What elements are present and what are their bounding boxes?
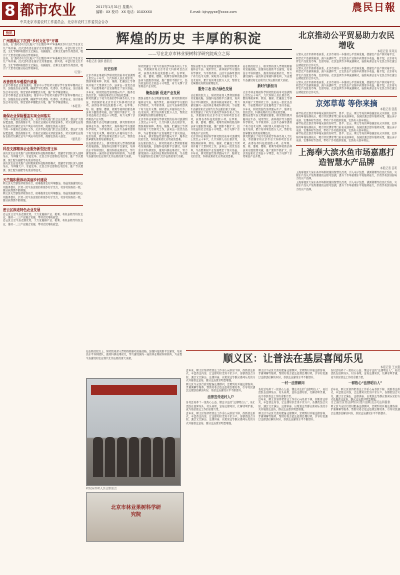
article-body: 日前，以“推动乡村文化振兴”为主题的2017年番禺区乡村文化节在区文化广场开幕。此次活动旨在展示农村新面貌、新风尚，丰富村民文化生活，文化节期间将组织文艺演出、书画展览、农耕文化展等系列活动，吸引了大量市民群众前往参观体验。 — [3, 43, 83, 57]
lower-text: 近年来，顺义区坚持把普法工作重心向基层下移，创新普法形式，丰富普法内容，让法律知识走进千家万户。各镇街结合实际，通过文艺演出、法律讲座、以案说法等群众喜闻乐见的方式开展普法宣传，群众法治意识明显增强。 — [186, 411, 256, 425]
person-figure — [117, 437, 127, 477]
article-title: 确保农业保险覆盖实现全面落实 — [3, 113, 51, 118]
section-title: 都市农业 — [20, 3, 76, 19]
contact-email: E-mail: bjnygyxx@xxxx.com — [190, 10, 237, 14]
feature-text: 北京市林业果树科学研究院的前身可追溯到上世纪五十年代，几代科研人员扎根京郊，围绕果树育种、栽培、植保、贮藏加工等领域开展了大量研究工作，选育出一批优良品种，为首都果树产业发展奠定了坚实基础。多年来，研究院始终坚持面向生产、服务农民的宗旨，科研成果转化应用成效显著。 — [242, 90, 292, 115]
person-figure — [93, 437, 103, 477]
photo-banner — [91, 385, 177, 395]
right-top-body-cont: 记者从北京市商务委获悉，北京市将进一步推动公平贸易发展，搭建农产品产销对接平台，拓宽农产品销售渠道，减少流通环节，让农民在产业链中获得更多收益。据介绍，北京将支持农产品批发市场、农超对接、社区直供等多种流通模式，鼓励电商企业与农民合作社建立长期稳定的合作关系。 — [296, 67, 397, 81]
article-title: 天竺镇积极推动美丽乡村建设 — [3, 177, 48, 182]
group-photo — [86, 378, 181, 486]
lower-text: 顺义区为全区行政村配备法律顾问，定期到村开展法律咨询、矛盾调解等服务，帮助村委会依法依规处理村务，引导村民通过法律途径解决纠纷，基层法治建设水平不断提升。 — [186, 382, 256, 393]
right-bottom-body: 上海奉贤区大滨水鱼市场积极推进智慧化改造，引入电子结算、溯源管理等信息化系统，实现水产品从产地到餐桌的全程可追溯，提升了市场管理水平和服务能力，打造具有区域影响力的水产品牌。 — [296, 170, 397, 181]
lower-text: 各村还培养了一批热心公益、懂法守法的“法律明白人”，他们活跃在田间地头、村头巷尾，宣传法律知识，化解邻里矛盾，成为基层普法工作的重要力量。 — [258, 387, 328, 398]
feature-text: 北京市林业果树科学研究院的前身可追溯到上世纪五十年代，几代科研人员扎根京郊，围绕果树育种、栽培、植保、贮藏加工等领域开展了大量研究工作，选育出一批优良品种，为首都果树产业发展奠定了坚实基础。多年来，研究院始终坚持面向生产、服务农民的宗旨，科研成果转化应用成效显著。 — [138, 117, 188, 142]
divider — [296, 96, 397, 97]
article-title: 科技支撑精准农业服务新型经营主体 — [3, 147, 58, 152]
article-title: 广州番禺区下沉到“乡村文化节”开幕 — [3, 39, 59, 43]
feature-subhead: 服务三农 助力绿色发展 — [198, 87, 233, 92]
feature-column — [243, 65, 292, 343]
feature-text: 围绕首都生态文明建设需要，研究院积极开展林业生态、城市绿化、森林保护等方面的科学研究，为平原造林、山区生态修复提供了有力技术支撑。同时深入开展科技下乡、技术培训，累计培训果农数万人次，帮助农民掌握先进栽培管理技术。 — [190, 65, 240, 86]
page-number: 8 — [2, 2, 18, 20]
lower-text: 顺义区为全区行政村配备法律顾问，定期到村开展法律咨询、矛盾调解等服务，帮助村委会依法依规处理村务，引导村民通过法律途径解决纠纷，基层法治建设水平不断提升。 — [258, 369, 328, 379]
divider — [296, 145, 397, 146]
right-bottom-byline: 本报记者 吕莉 — [380, 166, 397, 171]
article-byline: （本报讯） — [69, 103, 83, 108]
lower-byline: 本报记者 王永强 — [380, 364, 400, 369]
feature-subhead: 新时代新担当 — [257, 84, 278, 89]
feature-text: 站在新的起点上，研究院将深入贯彻创新驱动发展战略，加强科技创新平台建设，培育高水平科研团队，推进科研成果转化，努力建设国内一流的林业果树科研机构，为首都生态建设和农业现代化作出新的更大贡献。 — [86, 141, 136, 159]
institute-sign: 北京市林业果树科学研究院 — [111, 505, 162, 518]
feature-continuation — [86, 350, 182, 376]
article-body-cont: 顺义区天竺镇坚持规划先行，统筹推进农村环境整治、基础设施建设和公共服务提升，打造一批生态宜居的美丽乡村示范点，村容村貌焕然一新，群众获得感不断增强。 — [3, 192, 83, 203]
right-top-body-cont: 记者从北京市商务委获悉，北京市将进一步推动公平贸易发展，搭建农产品产销对接平台，拓宽农产品销售渠道，减少流通环节，让农民在产业链中获得更多收益。据介绍，北京将支持农产品批发市场、农超对接、社区直供等多种流通模式，鼓励电商企业与农民合作社建立长期稳定的合作关系。 — [296, 80, 397, 94]
feature-text: 围绕首都生态文明建设需要，研究院积极开展林业生态、城市绿化、森林保护等方面的科学研究，为平原造林、山区生态修复提供了有力技术支撑。同时深入开展科技下乡、技术培训，累计培训果农数万人次，帮助农民掌握先进栽培管理技术。 — [86, 121, 136, 142]
feature-text: 研究院建立了较为完善的学科体系和人才队伍，承担国家和北京市重大科研项目百余项，获得各类科技奖励数十项。在苹果、梨、桃、葡萄、樱桃、板栗等树种的新品种选育方面取得突破，推广面积不断扩大，经济效益和社会效益十分明显，有力支撑了京郊果品产业升级。 — [138, 65, 188, 89]
right-mid-body: 春节前后正是京郊草莓采摘的好时节。昌平、密云、顺义等地的草莓园迎来众多游客，红彤彤的草莓挂满枝头，吸引市民携家带口前来采摘体验。各园区通过提升服务质量，推出亲子采摘、农事体验等活动，带动了乡村旅游发展，农民收入稳步增长。 — [296, 111, 397, 122]
feature-title: 辉煌的历史 丰厚的积淀 — [116, 32, 262, 47]
lower-column — [186, 369, 255, 569]
article-byline: （通讯员） — [69, 137, 83, 142]
lower-text: 各村还培养了一批热心公益、懂法守法的“法律明白人”，他们活跃在田间地头、村头巷尾，宣传法律知识，化解邻里矛盾，成为基层普法工作的重要力量。 — [330, 369, 400, 379]
feature-rule — [86, 58, 292, 59]
person-figure — [129, 437, 139, 477]
feature-text: 站在新的起点上，研究院将深入贯彻创新驱动发展战略，加强科技创新平台建设，培育高水平科研团队，推进科研成果转化，努力建设国内一流的林业果树科研机构，为首都生态建设和农业现代化作出新的更大贡献。 — [242, 65, 292, 82]
feature-column — [138, 65, 187, 343]
feature-text: 研究院建立了较为完善的学科体系和人才队伍，承担国家和北京市重大科研项目百余项，获得各类科技奖励数十项。在苹果、梨、桃、葡萄、樱桃、板栗等树种的新品种选育方面取得突破，推广面积不断扩大，经济效益和社会效益十分明显，有力支撑了京郊果品产业升级。 — [190, 111, 240, 135]
feature-text: 北京市林业果树科学研究院的前身可追溯到上世纪五十年代，几代科研人员扎根京郊，围绕果树育种、栽培、植保、贮藏加工等领域开展了大量研究工作，选育出一批优良品种，为首都果树产业发展奠定了坚实基础。多年来，研究院始终坚持面向生产、服务农民的宗旨，科研成果转化应用成效显著。 — [190, 134, 240, 159]
header-rule — [0, 26, 400, 27]
right-column — [296, 30, 397, 346]
feature-column — [191, 65, 240, 343]
left-kicker: 快讯 — [3, 30, 15, 36]
feature-rule — [86, 49, 292, 50]
divider — [3, 205, 83, 206]
lower-article — [186, 348, 400, 574]
right-mid-body-cont: 春节前后正是京郊草莓采摘的好时节。昌平、密云、顺义等地的草莓园迎来众多游客，红彤彤的草莓挂满枝头，吸引市民携家带口前来采摘体验。各园区通过提升服务质量，推出亲子采摘、农事体验等活动，带动了乡村旅游发展，农民收入稳步增长。 — [296, 132, 397, 143]
lower-text: 近年来，顺义区坚持把普法工作重心向基层下移，创新普法形式，丰富普法内容，让法律知识走进千家万户。各镇街结合实际，通过文艺演出、法律讲座、以案说法等群众喜闻乐见的方式开展普法宣传，群众法治意识明显增强。 — [330, 387, 400, 402]
lower-text: 各村还培养了一批热心公益、懂法守法的“法律明白人”，他们活跃在田间地头、村头巷尾，宣传法律知识，化解邻里矛盾，成为基层普法工作的重要力量。 — [186, 401, 256, 412]
lower-subhead: 法律宣传进村入户 — [207, 394, 234, 399]
feature-text: 北京市林业果树科学研究院的前身可追溯到上世纪五十年代，几代科研人员扎根京郊，围绕果树育种、栽培、植保、贮藏加工等领域开展了大量研究工作，选育出一批优良品种，为首都果树产业发展奠定了坚实基础。多年来，研究院始终坚持面向生产、服务农民的宗旨，科研成果转化应用成效显著。 — [86, 73, 136, 98]
feature-subhead: 聚焦创新 促进产业发展 — [145, 90, 180, 95]
lower-subhead: 一村一法律顾问 — [281, 381, 305, 386]
feature-text: 研究院建立了较为完善的学科体系和人才队伍，承担国家和北京市重大科研项目百余项，获得各类科技奖励数十项。在苹果、梨、桃、葡萄、樱桃、板栗等树种的新品种选育方面取得突破，推广面积不断扩大，经济效益和社会效益十分明显，有力支撑了京郊果品产业升级。 — [242, 134, 292, 159]
feature-text: 站在新的起点上，研究院将深入贯彻创新驱动发展战略，加强科技创新平台建设，培育高水平科研团队，推进科研成果转化，努力建设国内一流的林业果树科研机构，为首都生态建设和农业现代化作出新的更大贡献。 — [138, 141, 188, 159]
divider — [3, 174, 83, 175]
right-top-byline: 本报记者 李凤双 — [377, 49, 397, 53]
right-top-title: 北京推动公平贸易助力农民增收 — [298, 30, 395, 50]
right-mid-byline: 本报记者 张燕 — [380, 107, 397, 112]
person-figure — [165, 437, 175, 477]
feature-subhead: 历史沿革 — [104, 67, 118, 71]
article-body-cont: 为进一步推进农业保险工作，北京市相关部门联合出台意见，提出扩大保险覆盖面，提高保障水平，完善农业保险支持政策体系，切实发挥农业保险在防范化解农业生产风险中的作用，保障农民收入稳定。 — [3, 128, 83, 138]
photo-caption: 研究院科研人员合影留念 — [86, 487, 117, 490]
lower-photo-caption: 文艺演出宣传法律知识 图片由顺义区司法局提供 — [330, 400, 391, 405]
feature-text: 围绕首都生态文明建设需要，研究院积极开展林业生态、城市绿化、森林保护等方面的科学研究，为平原造林、山区生态修复提供了有力技术支撑。同时深入开展科技下乡、技术培训，累计培训果农数万人次，帮助农民掌握先进栽培管理技术。 — [242, 114, 292, 135]
article-body: 北京市教委近日发布通知，要求中小学校切实做好学生营养早餐供应工作，加强食品安全管理，确保学生吃得饱、吃得好、吃得安全。各区县将结合本地实际，制定营养早餐配送方案，推广科学膳食理念。 — [3, 84, 83, 94]
organizer-line: 中共北京市委农村工作委员会、北京市农村工作委员会合办 — [20, 20, 109, 24]
lower-columns — [186, 369, 400, 569]
article-body: 顺义区天竺镇坚持规划先行，统筹推进农村环境整治、基础设施建设和公共服务提升，打造一批生态宜居的美丽乡村示范点，村容村貌焕然一新，群众获得感不断增强。 — [3, 182, 83, 192]
masthead-logo: 農民日報 — [352, 3, 396, 14]
feature-subtitle: ——写在北京市林业果树科学研究院成立之际 — [148, 50, 230, 56]
article-body: 为进一步推进农业保险工作，北京市相关部门联合出台意见，提出扩大保险覆盖面，提高保障水平，完善农业保险支持政策体系，切实发挥农业保险在防范化解农业生产风险中的作用，保障农民收入稳定。 — [3, 117, 83, 128]
feature-column — [86, 65, 135, 343]
right-bottom-title: 上海奉大滨水鱼市场嘉惠打造智慧水产品牌 — [298, 147, 395, 168]
article-body: 延庆区农业技术推广站积极探索科技服务新模式，组建专家团队深入田间地头，为种植大户、家庭农场、农民合作社提供技术指导，推广节水灌溉、测土配方施肥等先进适用技术。 — [3, 151, 83, 162]
right-bottom-body-cont: 上海奉贤区大滨水鱼市场积极推进智慧化改造，引入电子结算、溯源管理等信息化系统，实现水产品从产地到餐桌的全程可追溯，提升了市场管理水平和服务能力，打造具有区域影响力的水产品牌。 — [296, 180, 397, 191]
lower-text: 顺义区为全区行政村配备法律顾问，定期到村开展法律咨询、矛盾调解等服务，帮助村委会依法依规处理村务，引导村民通过法律途径解决纠纷，基层法治建设水平不断提升。 — [330, 405, 400, 415]
editor-line: 编辑：XX 校对：XX 电话：010XXXX — [96, 10, 153, 14]
lower-column — [331, 369, 400, 569]
article-title: 密云区推进特色农业发展 — [3, 208, 41, 213]
article-body-cont: 日前，以“推动乡村文化振兴”为主题的2017年番禺区乡村文化节在区文化广场开幕。此次活动旨在展示农村新面貌、新风尚，丰富村民文化生活，文化节期间将组织文艺演出、书画展览、农耕文化展等系列活动，吸引了大量市民群众前往参观体验。 — [3, 57, 83, 71]
right-mid-title: 京郊草莓 等你来摘 — [315, 98, 378, 108]
article-title: 改善营养早餐提升质量 — [3, 79, 37, 84]
divider — [3, 76, 83, 77]
lower-subhead: 一群热心“法律明白人” — [348, 381, 383, 386]
article-body: 密云区立足生态资源优势，大力发展蜂产业、板栗、有机杂粮等特色农业，推动一二三产业融合发展，带动农民增收致富。 — [3, 212, 83, 220]
right-top-body: 记者从北京市商务委获悉，北京市将进一步推动公平贸易发展，搭建农产品产销对接平台，拓宽农产品销售渠道，减少流通环节，让农民在产业链中获得更多收益。据介绍，北京将支持农产品批发市场、农超对接、社区直供等多种流通模式，鼓励电商企业与农民合作社建立长期稳定的合作关系。 — [296, 53, 397, 67]
lower-title: 顺义区：让普法在基层喜闻乐见 — [223, 353, 363, 365]
lower-text: 顺义区为全区行政村配备法律顾问，定期到村开展法律咨询、矛盾调解等服务，帮助村委会依法依规处理村务，引导村民通过法律途径解决纠纷，基层法治建设水平不断提升。 — [258, 411, 328, 422]
lower-text: 近年来，顺义区坚持把普法工作重心向基层下移，创新普法形式，丰富普法内容，让法律知识走进千家万户。各镇街结合实际，通过文艺演出、法律讲座、以案说法等群众喜闻乐见的方式开展普法宣传，群众法治意识明显增强。 — [186, 369, 256, 383]
issue-date: 2017年1月31日 星期六 — [96, 5, 133, 9]
feature-text: 站在新的起点上，研究院将深入贯彻创新驱动发展战略，加强科技创新平台建设，培育高水平科研团队，推进科研成果转化，努力建设国内一流的林业果树科研机构，为首都生态建设和农业现代化作出新的更大贡献。 — [190, 94, 240, 111]
lower-column — [258, 369, 327, 569]
article-body-cont: 北京市教委近日发布通知，要求中小学校切实做好学生营养早餐供应工作，加强食品安全管理，确保学生吃得饱、吃得好、吃得安全。各区县将结合本地实际，制定营养早餐配送方案，推广科学膳食理念。 — [3, 94, 83, 105]
article-body-cont: 密云区立足生态资源优势，大力发展蜂产业、板栗、有机杂粮等特色农业，推动一二三产业融合发展，带动农民增收致富。 — [3, 219, 83, 226]
feature-text: 站在新的起点上，研究院将深入贯彻创新驱动发展战略，加强科技创新平台建设，培育高水平科研团队，推进科研成果转化，努力建设国内一流的林业果树科研机构，为首都生态建设和农业现代化作出新的更大贡献。 — [86, 350, 182, 360]
right-mid-body-cont: 春节前后正是京郊草莓采摘的好时节。昌平、密云、顺义等地的草莓园迎来众多游客，红彤彤的草莓挂满枝头，吸引市民携家带口前来采摘体验。各园区通过提升服务质量，推出亲子采摘、农事体验等活动，带动了乡村旅游发展，农民收入稳步增长。 — [296, 122, 397, 132]
person-figure — [105, 437, 115, 477]
feature-byline: 本报记者 钱婷 通讯员 — [86, 58, 112, 63]
feature-article — [86, 28, 292, 348]
feature-columns — [86, 65, 292, 343]
feature-text: 研究院建立了较为完善的学科体系和人才队伍，承担国家和北京市重大科研项目百余项，获得各类科技奖励数十项。在苹果、梨、桃、葡萄、樱桃、板栗等树种的新品种选育方面取得突破，推广面积不断扩大，经济效益和社会效益十分明显，有力支撑了京郊果品产业升级。 — [86, 97, 136, 121]
left-column — [3, 30, 83, 572]
feature-text: 围绕首都生态文明建设需要，研究院积极开展林业生态、城市绿化、森林保护等方面的科学研究，为平原造林、山区生态修复提供了有力技术支撑。同时深入开展科技下乡、技术培训，累计培训果农数万人次，帮助农民掌握先进栽培管理技术。 — [138, 97, 188, 118]
divider — [186, 350, 400, 351]
person-figure — [141, 437, 151, 477]
article-body-cont: 延庆区农业技术推广站积极探索科技服务新模式，组建专家团队深入田间地头，为种植大户、家庭农场、农民合作社提供技术指导，推广节水灌溉、测土配方施肥等先进适用技术。 — [3, 161, 83, 172]
institute-photo — [86, 492, 184, 542]
person-figure — [153, 437, 163, 477]
lower-text: 近年来，顺义区坚持把普法工作重心向基层下移，创新普法形式，丰富普法内容，让法律知识走进千家万户。各镇街结合实际，通过文艺演出、法律讲座、以案说法等群众喜闻乐见的方式开展普法宣传，群众法治意识明显增强。 — [258, 398, 328, 412]
article-byline: （记者） — [72, 69, 83, 74]
divider — [3, 144, 83, 145]
divider — [3, 110, 83, 111]
